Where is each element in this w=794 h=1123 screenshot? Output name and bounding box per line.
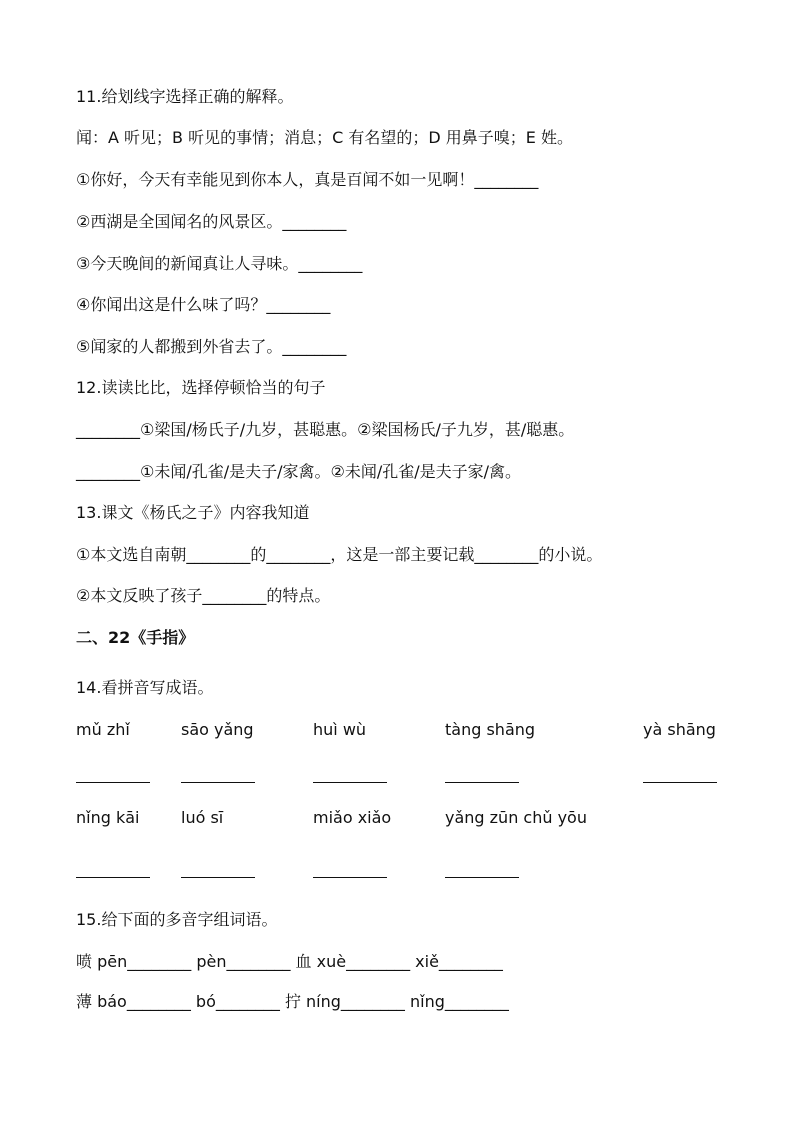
answer-blank[interactable] — [643, 782, 717, 783]
q11-item-4: ④你闻出这是什么味了吗？________ — [76, 295, 331, 314]
answer-blank[interactable] — [76, 877, 150, 878]
answer-blank[interactable] — [445, 782, 519, 783]
q13-title: 13.课文《杨氏之子》内容我知道 — [76, 503, 310, 522]
q11-item-5: ⑤闻家的人都搬到外省去了。________ — [76, 337, 347, 356]
q11-item-2: ②西湖是全国闻名的风景区。________ — [76, 212, 347, 231]
q15-title: 15.给下面的多音字组词语。 — [76, 910, 278, 929]
pinyin-prompt: huì wù — [313, 720, 367, 739]
q12-item-2: ________①未闻/孔雀/是夫子/家禽。②未闻/孔雀/是夫子家/禽。 — [76, 462, 522, 481]
q15-item-2: 薄 báo________ bó________ 拧 níng________ nǐng________ — [76, 992, 509, 1011]
answer-blank[interactable] — [313, 782, 387, 783]
q13-item-2: ②本文反映了孩子________的特点。 — [76, 586, 331, 605]
pinyin-prompt: nǐng kāi — [76, 808, 140, 827]
q14-title: 14.看拼音写成语。 — [76, 678, 214, 697]
pinyin-prompt: luó sī — [181, 808, 224, 827]
pinyin-prompt: mǔ zhǐ — [76, 720, 130, 739]
q11-options: 闻：A 听见；B 听见的事情；消息；C 有名望的；D 用鼻子嗅；E 姓。 — [76, 128, 573, 147]
q11-item-3: ③今天晚间的新闻真让人寻味。________ — [76, 254, 363, 273]
answer-blank[interactable] — [313, 877, 387, 878]
q12-item-1: ________①梁国/杨氏子/九岁，甚聪惠。②梁国杨氏/子九岁，甚/聪惠。 — [76, 420, 575, 439]
pinyin-prompt: miǎo xiǎo — [313, 808, 392, 827]
section-heading: 二、22《手指》 — [76, 628, 195, 647]
pinyin-prompt: yà shāng — [643, 720, 716, 739]
answer-blank[interactable] — [181, 877, 255, 878]
q13-item-1: ①本文选自南朝________的________，这是一部主要记载________的小说。 — [76, 545, 603, 564]
q11-item-1: ①你好，今天有幸能见到你本人，真是百闻不如一见啊！________ — [76, 170, 539, 189]
answer-blank[interactable] — [181, 782, 255, 783]
answer-blank[interactable] — [445, 877, 519, 878]
pinyin-prompt: yǎng zūn chǔ yōu — [445, 808, 587, 827]
q15-item-1: 喷 pēn________ pèn________ 血 xuè________ xiě________ — [76, 952, 503, 971]
pinyin-prompt: sāo yǎng — [181, 720, 254, 739]
q12-title: 12.读读比比，选择停顿恰当的句子 — [76, 378, 326, 397]
pinyin-prompt: tàng shāng — [445, 720, 536, 739]
q11-title: 11.给划线字选择正确的解释。 — [76, 87, 294, 106]
answer-blank[interactable] — [76, 782, 150, 783]
